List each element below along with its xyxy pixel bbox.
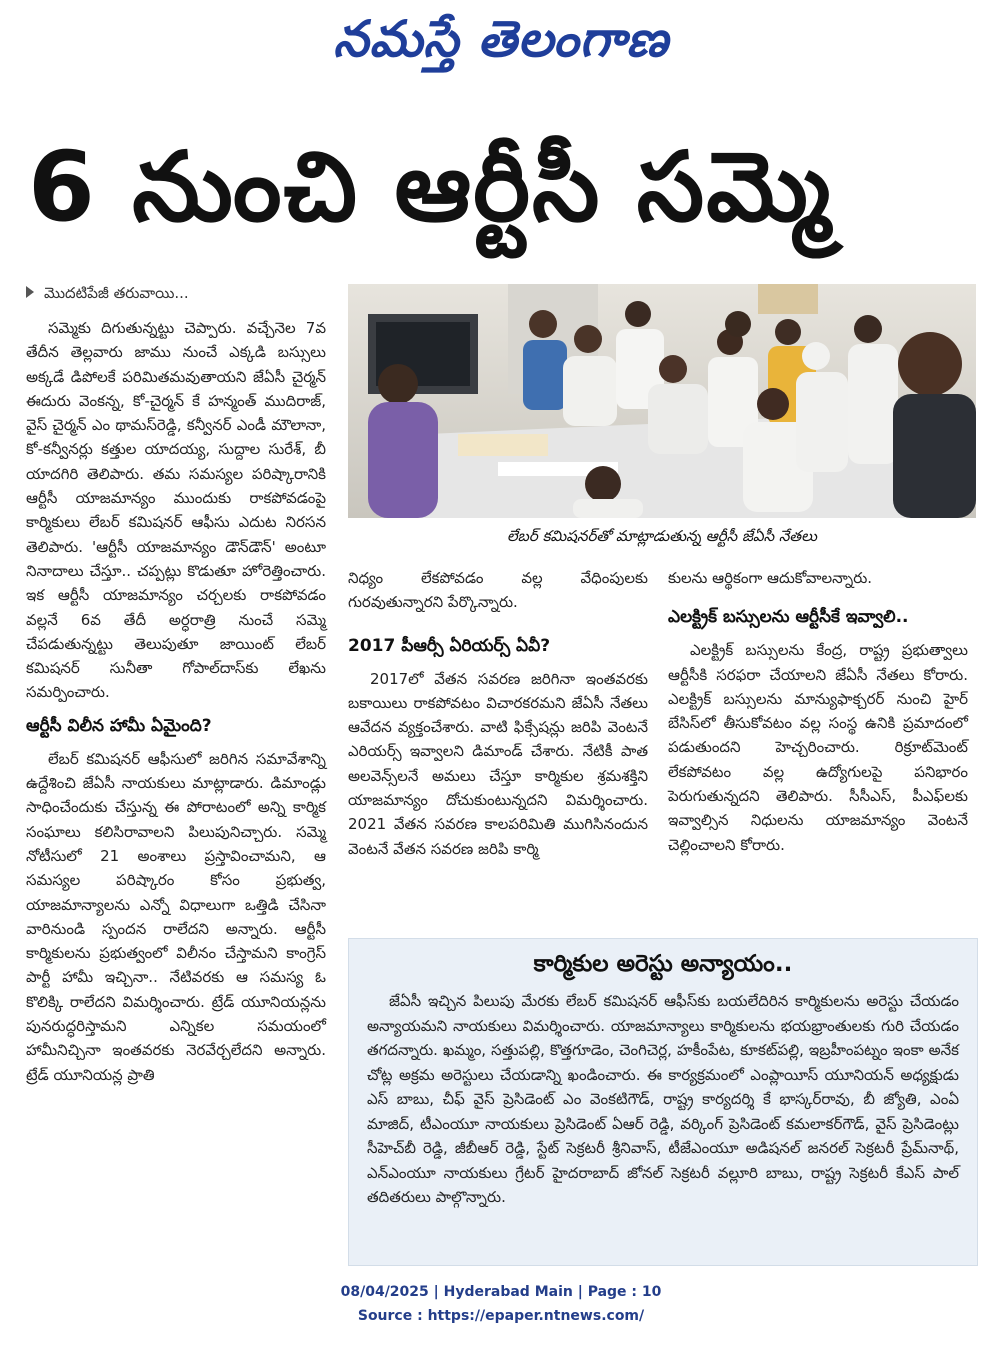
- kicker-text: మొదటిపేజీ తరువాయి...: [44, 284, 189, 302]
- subheading: ఆర్టీసీ విలీన హామీ ఏమైంది?: [26, 715, 212, 736]
- footer-date-page: 08/04/2025 | Hyderabad Main | Page : 10: [340, 1284, 662, 1300]
- footer-source: Source : https://epaper.ntnews.com/: [357, 1308, 645, 1324]
- column-1: [26, 316, 326, 1087]
- column-2: [348, 566, 648, 861]
- news-photo: [348, 284, 976, 518]
- masthead-logo: నమస్తే తెలంగాణ: [333, 9, 669, 68]
- photo-caption: లేబర్ కమిషనర్‌తో మాట్లాడుతున్న ఆర్టీసీ జేఏసీ నేతలు: [507, 527, 817, 545]
- paragraph: కులను ఆర్థికంగా ఆదుకోవాలన్నారు.: [668, 569, 873, 587]
- paragraph: నిధ్యం లేకపోవడం వల్ల వేధింపులకు గురవుతున్నారని పేర్కొన్నారు.: [348, 569, 648, 612]
- box-title: కార్మికుల అరెస్టు అన్యాయం..: [533, 951, 793, 977]
- headline: 6 నుంచి ఆర్టీసీ సమ్మె: [28, 131, 833, 243]
- column-3: [668, 566, 968, 857]
- paragraph: లేబర్ కమిషనర్ ఆఫీసులో జరిగిన సమావేశాన్ని ఉద్దేశించి జేఏసీ నాయకులు మాట్లాడారు. డిమాండ్లు సాధించేందుకు చేస్తున్న ఈ పోరాటంలో అన్ని కార్మిక సంఘాలు కలిసిరావాలని పిలుపునిచ్చారు. సమ్మె నోటీసులో 21 అంశాలు ప్రస్తావించామని, ఆ సమస్యల పరిష్కారం కోసం ప్రభుత్వ, యాజమాన్యాలను ఎన్నో విధాలుగా ఒత్తిడి చేసినా వారినుండి స్పందన రాలేదని అన్నారు. ఆర్టీసీ కార్మికులను ప్రభుత్వంలో విలీనం చేస్తామని కాంగ్రెస్ పార్టీ హామీ ఇచ్చినా.. నేటివరకు ఆ సమస్య ఓ కొలిక్కి రాలేదని విమర్శించారు. ట్రేడ్ యూనియన్లను పునరుద్ధరిస్తామని ఎన్నికల సమయంలో హామీనిచ్చినా ఇంతవరకు నెరవేర్చలేదని అన్నారు. ట్రేడ్ యూనియన్ల ప్రాతి: [26, 749, 326, 1084]
- paragraph: 2017లో వేతన సవరణ జరిగినా ఇంతవరకు బకాయిలు రాకపోవటం విచారకరమని జేఏసీ నేతలు ఆవేదన వ్యక్తంచేశారు. వాటి ఫిక్సేషన్లు జరిపి వెంటనే ఎరియర్స్ ఇవ్వాలని డిమాండ్ చేశారు. నేటికీ పాత అలవెన్స్‌లనే అమలు చేస్తూ కార్మికుల శ్రమశక్తిని యాజమాన్యం దోచుకుంటున్నదని విమర్శించారు. 2021 వేతన సవరణ కాలపరిమితి ముగిసినందున వెంటనే వేతన సవరణ జరిపి కార్మి: [348, 669, 648, 858]
- paragraph: ఎలక్ట్రిక్ బస్సులను కేంద్ర, రాష్ట్ర ప్రభుత్వాలు ఆర్టీసీకి సరఫరా చేయాలని జేఏసీ నేతలు కోరారు. ఎలక్ట్రిక్ బస్సులను మాన్యుఫాక్చరర్ నుంచి హైర్ బేసిస్‌లో తీసుకోవటం వల్ల సంస్థ ఉనికి ప్రమాదంలో పడుతుందని హెచ్చరించారు. రిక్రూట్‌మెంట్ లేకపోవటం వల్ల ఉద్యోగులపై పనిభారం పెరుగుతున్నదని తెలిపారు. సీసీఎస్, పీఎఫ్‌లకు ఇవ్వాల్సిన నిధులను యాజమాన్యం వెంటనే చెల్లించాలని కోరారు.: [668, 641, 968, 854]
- box-body: జేఏసీ ఇచ్చిన పిలుపు మేరకు లేబర్ కమిషనర్ ఆఫీస్‌కు బయలేదిరిన కార్మికులను అరెస్టు చేయడం అన్యాయమని నాయకులు విమర్శించారు. యాజమాన్యాలు కార్మికులను భయభ్రాంతులకు గురి చేయడం తగదన్నారు. ఖమ్మం, సత్తుపల్లి, కొత్తగూడెం, చెంగిచెర్ల, హకీంపేట, కూకట్‌పల్లి, ఇబ్రహీంపట్నం ఇంకా అనేక చోట్ల అక్రమ అరెస్టులు చేయడాన్ని ఖండించారు. ఈ కార్యక్రమంలో ఎంప్లాయీస్ యూనియన్ అధ్యక్షుడు ఎస్ బాబు, చీఫ్ వైస్ ప్రెసిడెంట్ ఎం వెంకటిగౌడ్, రాష్ట్ర కార్యదర్శి కే భాస్కర్‌రావు, బీ జ్యోతి, ఎంఏ మాజిద్, టీఎంయూ నాయకులు ప్రెసిడెంట్ ఏఆర్ రెడ్డి, వర్కింగ్ ప్రెసిడెంట్ కమలాకర్‌గౌడ్, వైస్ ప్రెసిడెంట్లు సీహెచ్‌బీ రెడ్డి, జీబీఆర్ రెడ్డి, స్టేట్ సెక్రటరీ శ్రీనివాస్, టీజేఎంయూ అడిషనల్ జనరల్ సెక్రటరీ ప్రేమ్‌నాథ్, ఎన్ఎంయూ నాయకులు గ్రేటర్ హైదరాబాద్ జోనల్ సెక్రటరీ వల్లూరి బాబు, రాష్ట్ర సెక్రటరీ కేఎస్ పాల్ తదితరులు పాల్గొన్నారు.: [367, 992, 959, 1206]
- subheading: 2017 పీఆర్సీ ఏరియర్స్ ఏవీ?: [348, 635, 551, 656]
- subheading: ఎలక్ట్రిక్ బస్సులను ఆర్టీసీకే ఇవ్వాలి..: [668, 607, 909, 628]
- meeting-photo-image: [348, 284, 976, 518]
- paragraph: సమ్మెకు దిగుతున్నట్టు చెప్పారు. వచ్చేనెల 7వ తేదీన తెల్లవారు జాము నుంచే ఎక్కడి బస్సులు అక్కడే డిపోలకే పరిమితమవుతాయని జేఏసీ చైర్మన్ ఈదురు వెంకన్న, కో-చైర్మన్ కే హన్మంత్ ముదిరాజ్, వైస్ చైర్మన్ ఎం థామస్‌రెడ్డి, కన్వీనర్ ఎండీ మౌలానా, కో-కన్వీనర్లు కత్తుల యాదయ్య, సుద్దాల సురేశ్, బీ యాదగిరి తెలిపారు. తమ సమస్యల పరిష్కారానికి ఆర్టీసీ యాజమాన్యం ముందుకు రాకపోవడంపై కార్మికులు లేబర్ కమిషనర్ ఆఫీసు ఎదుట నిరసన తెలిపారు. 'ఆర్టీసీ యాజమాన్యం డౌన్‌డౌన్' అంటూ నినాదాలు చేస్తూ.. చప్పట్లు కొడుతూ హోరెత్తించారు. ఇక ఆర్టీసీ యాజమాన్యం చర్చలకు రాకపోవడం వల్లనే 6వ తేదీ అర్ధరాత్రి నుంచే సమ్మె చేపడుతున్నట్టు తెలుపుతూ జాయింట్ లేబర్ కమిషనర్ సునీతా గోపాల్‌దాస్‌కు లేఖను సమర్పించారు.: [26, 319, 326, 702]
- arrest-sidebar-box: [348, 938, 978, 1266]
- continued-kicker: [26, 284, 189, 306]
- arrow-icon: [26, 286, 34, 298]
